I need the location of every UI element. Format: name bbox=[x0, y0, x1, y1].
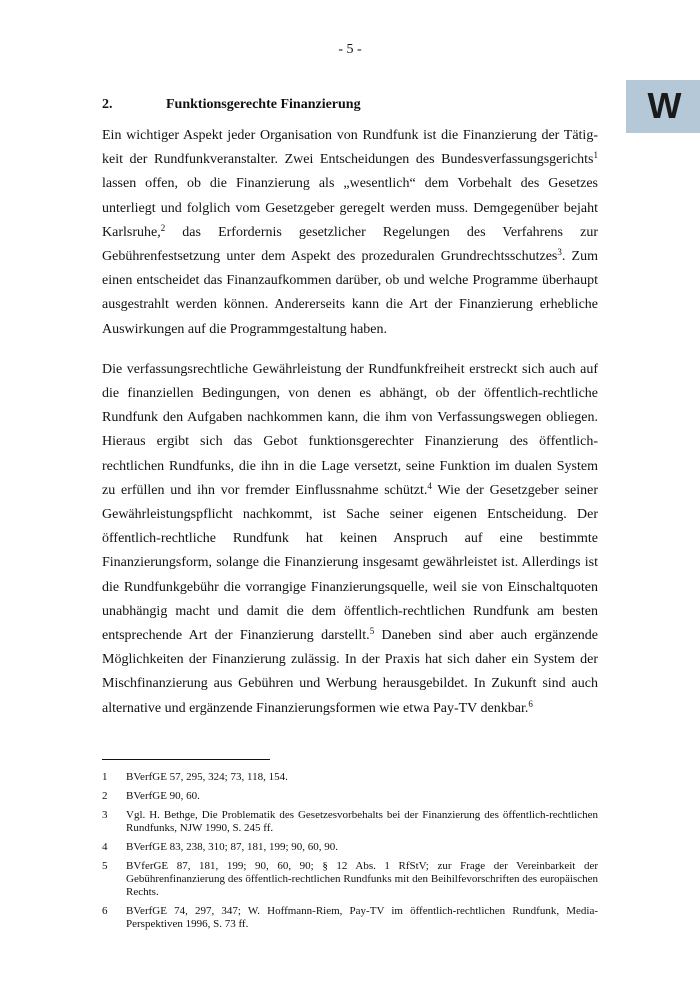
footnote bbox=[102, 790, 598, 803]
body-text bbox=[102, 124, 598, 721]
footnote bbox=[102, 809, 598, 835]
footnote-number: 3 bbox=[102, 809, 108, 821]
footnotes bbox=[102, 771, 598, 937]
paragraph-2: Die verfassungsrechtliche Gewährleistung der Rundfunkfreiheit erstreckt sich auch auf die finanziellen Bedingungen, von denen es abhängt, ob der öffentlich-rechtliche Rundfunk den Aufgaben nachkommen kann, die ihm von Verfassungswegen obliegen. Hieraus ergibt sich das Gebot funktionsgerechter Finanzierung des öffentlich-rechtlichen Rundfunks, die ihn in die Lage versetzt, seine Funktion im dualen System zu erfüllen und ihn vor fremder Einflussnahme schützt.$^4$ Wie der Gesetzgeber seiner Gewährleistungspflicht nachkommt, ist Sache seiner eigenen Entscheidung. Der öffentlich-rechtliche Rundfunk hat keinen Anspruch auf eine bestimmte Finanzierungsform, solange die Finanzierung insgesamt gewährleistet ist. Allerdings ist die Rundfunkgebühr die vorrangige Finanzierungsquelle, weil sie von Einschaltquoten unabhängig macht und damit die dem öffentlich-rechtlichen Rundfunk am besten entsprechende Art der Finanzierung darstellt.$^5$ Daneben sind aber auch ergänzende Möglichkeiten der Finanzierung zulässig. In der Praxis hat sich daher ein System der Mischfinanzierung aus Gebühren und Werbung herausgebildet. In Zukunft sind auch alternative und ergänzende Finanzierungsformen wie etwa Pay-TV denkbar.$^6$ bbox=[102, 361, 598, 716]
footnote-number: 1 bbox=[102, 771, 108, 783]
footnote-ref-6: 6 bbox=[528, 698, 533, 709]
page-number: - 5 - bbox=[338, 42, 362, 57]
footnote bbox=[102, 841, 598, 854]
footnote-ref-5: 5 bbox=[369, 626, 375, 637]
footnote-text: BVerfGE 83, 238, 310; 87, 181, 199; 90, 60, 90. bbox=[126, 841, 339, 853]
footnote-text: BVerfGE 90, 60. bbox=[126, 790, 200, 802]
footnote-number: 4 bbox=[102, 841, 108, 853]
section-heading bbox=[102, 97, 361, 113]
footnote bbox=[102, 905, 598, 931]
logo bbox=[626, 80, 700, 133]
footnote-text: BVferGE 87, 181, 199; 90, 60, 90; § 12 Abs. 1 RfStV; zur Frage der Vereinbarkeit der Gebührenfinanzierung des öffentlich-rechtlichen Rundfunks mit den Beihilfevorschriften des europäischen Rechts. bbox=[126, 860, 598, 898]
footnote bbox=[102, 771, 598, 784]
footnote-ref-4: 4 bbox=[427, 480, 432, 491]
footnote-ref-2: 2 bbox=[160, 222, 166, 233]
footnote-number: 2 bbox=[102, 790, 108, 802]
footnote-number: 6 bbox=[102, 905, 108, 917]
footnote-number: 5 bbox=[102, 860, 108, 872]
logo-letter: W bbox=[647, 84, 679, 126]
section-title: Funktionsgerechte Finanzierung bbox=[166, 97, 361, 112]
footnote-text: BVerfGE 74, 297, 347; W. Hoffmann-Riem, Pay-TV im öffentlich-rechtlichen Rundfunk, Media-Perspektiven 1996, S. 73 ff. bbox=[126, 905, 598, 930]
footnote-text: BVerfGE 57, 295, 324; 73, 118, 154. bbox=[126, 771, 288, 783]
paragraph-1: Ein wichtiger Aspekt jeder Organisation von Rundfunk ist die Finanzierung der Tätigkeit der Rundfunkveranstalter. Zwei Entscheidungen des Bundesverfassungsgerichts$^1$ lassen offen, ob die Finanzierung als „wesentlich“ dem Vorbehalt des Gesetzes unterliegt und folglich vom Gesetzgeber geregelt werden muss. Demgegenüber bejaht Karlsruhe,$^2$ das Erfordernis gesetzlicher Regelungen des Verfahrens zur Gebührenfestsetzung unter dem Aspekt des prozeduralen Grundrechtsschutzes$^3$. Zum einen entscheidet das Finanzaufkommen darüber, ob und welche Programme überhaupt ausgestrahlt werden können. Andererseits kann die Art der Finanzierung erhebliche Auswirkungen auf die Programmgestaltung haben. bbox=[102, 128, 598, 337]
section-number: 2. bbox=[102, 97, 113, 112]
footnote-ref-1: 1 bbox=[593, 150, 598, 161]
footnote-ref-3: 3 bbox=[557, 247, 562, 258]
footnote bbox=[102, 860, 598, 899]
footnote-text: Vgl. H. Bethge, Die Problematik des Gesetzesvorbehalts bei der Finanzierung des öffentlich-rechtlichen Rundfunks, NJW 1990, S. 245 ff. bbox=[126, 809, 598, 834]
footnote-divider bbox=[102, 759, 270, 760]
